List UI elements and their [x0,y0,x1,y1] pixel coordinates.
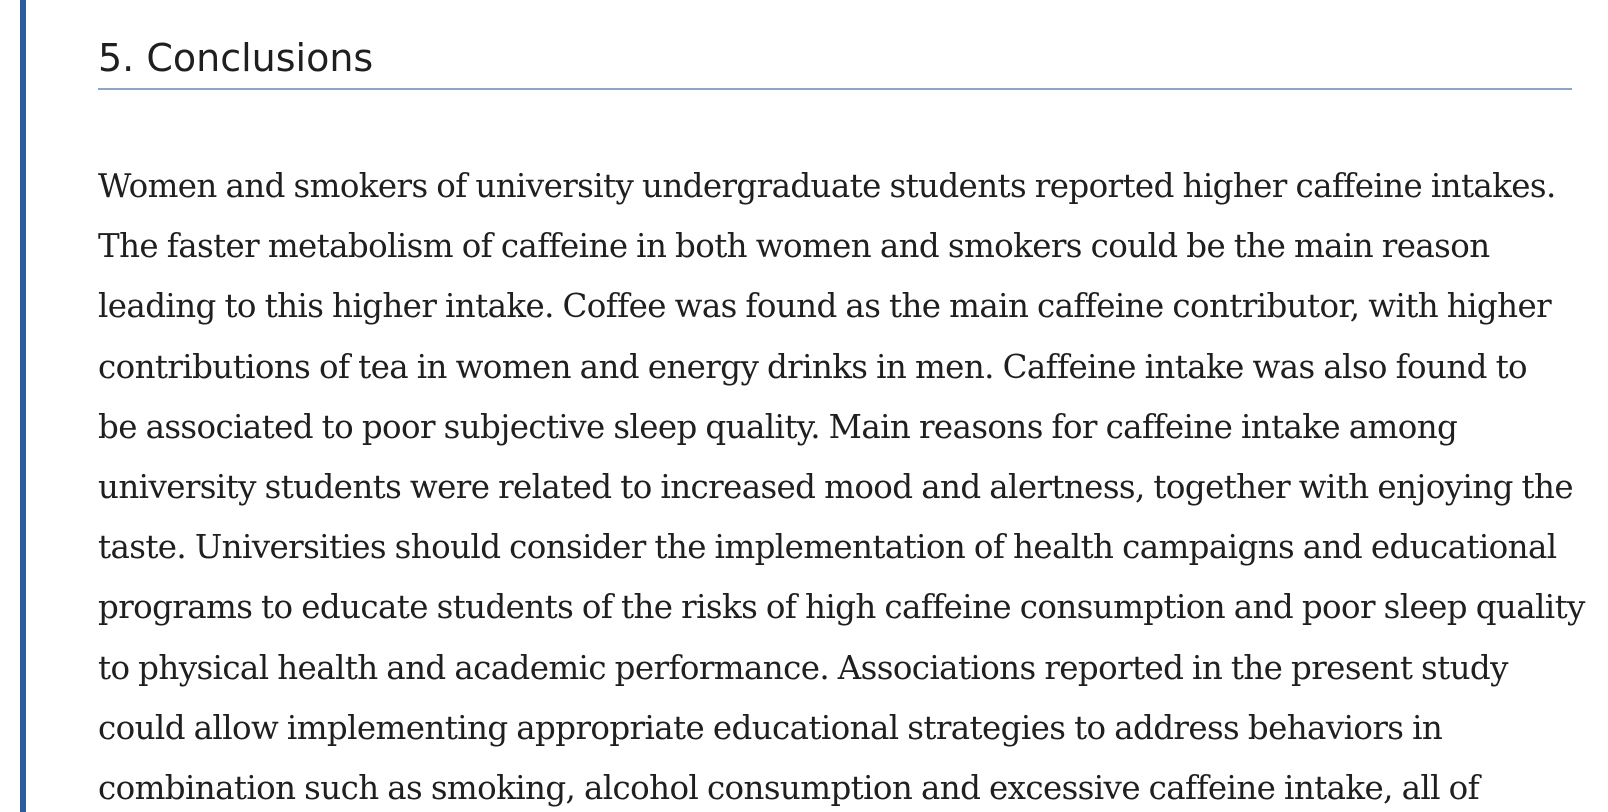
body-line: taste. Universities should consider the implementation of health campaigns and educational [98,528,1557,567]
body-line: contributions of tea in women and energy drinks in men. Caffeine intake was also found to [98,347,1528,386]
section-heading: 5. Conclusions [98,30,1572,90]
body-line: leading to this higher intake. Coffee was found as the main caffeine contributor, with higher [98,287,1552,326]
body-line: programs to educate students of the risks of high caffeine consumption and poor sleep quality [98,588,1585,627]
body-line: The faster metabolism of caffeine in both women and smokers could be the main reason [98,227,1490,266]
body-line: to physical health and academic performance. Associations reported in the present study [98,648,1508,687]
body-line: could allow implementing appropriate educational strategies to address behaviors in [98,708,1443,747]
body-line: combination such as smoking, alcohol consumption and excessive caffeine intake, all of [98,769,1480,808]
conclusions-section [98,30,1585,812]
body-line: Women and smokers of university undergraduate students reported higher caffeine intakes. [98,167,1556,205]
body-line: be associated to poor subjective sleep quality. Main reasons for caffeine intake among [98,407,1458,446]
left-accent-bar [20,0,26,812]
body-line: university students were related to increased mood and alertness, together with enjoying the [98,468,1573,507]
section-body [98,156,1585,812]
